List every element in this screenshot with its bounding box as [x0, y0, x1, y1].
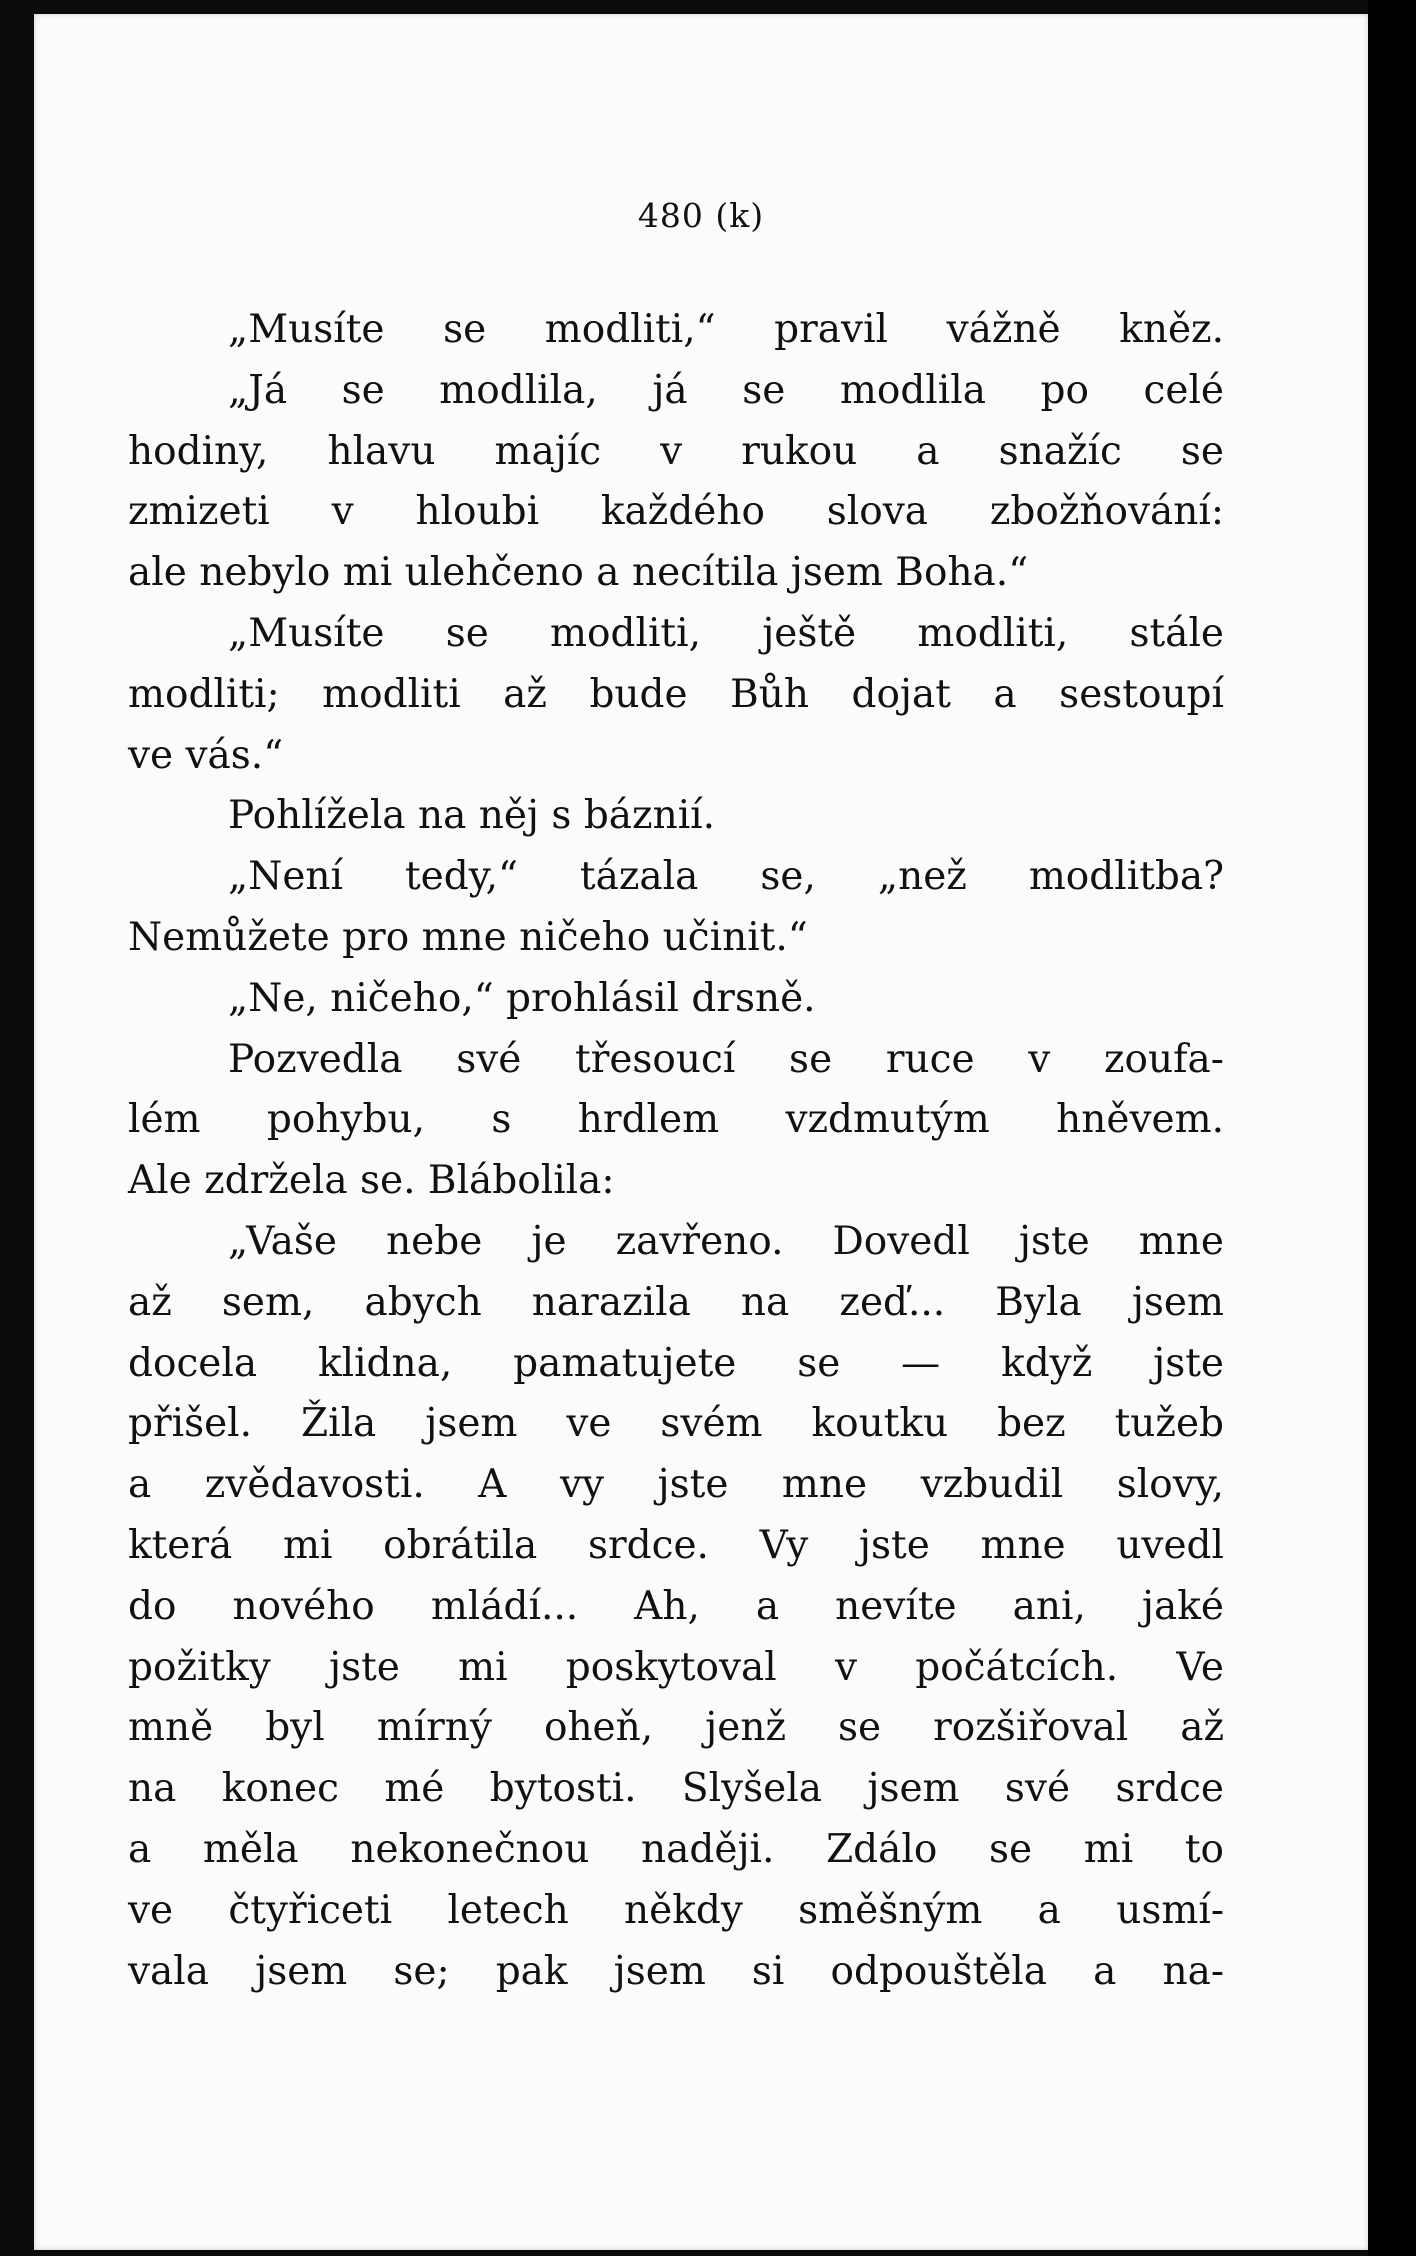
book-page: [34, 14, 1368, 2250]
text-line: docela klidna, pamatujete se — když jste: [128, 1340, 1224, 1386]
text-line: vala jsem se; pak jsem si odpouštěla a na-: [128, 1948, 1224, 1994]
text-line: Nemůžete pro mne ničeho učinit.“: [128, 914, 808, 960]
text-line: ve čtyřiceti letech někdy směšným a usmí-: [128, 1887, 1224, 1933]
text-line: „Musíte se modliti,“ pravil vážně kněz.: [228, 307, 1224, 352]
text-line: požitky jste mi poskytoval v počátcích. Ve: [128, 1644, 1224, 1690]
text-line: až sem, abych narazila na zeď... Byla jsem: [128, 1279, 1224, 1325]
text-line: Ale zdržela se. Blábolila:: [128, 1158, 615, 1204]
text-line: a měla nekonečnou naději. Zdálo se mi to: [128, 1826, 1224, 1872]
text-line: mně byl mírný oheň, jenž se rozšiřoval až: [128, 1705, 1224, 1751]
text-line: „Není tedy,“ tázala se, „než modlitba?: [228, 854, 1224, 900]
text-line: ve vás.“: [128, 732, 284, 778]
text-line: přišel. Žila jsem ve svém koutku bez tužeb: [128, 1401, 1224, 1447]
page-header: [34, 196, 1368, 235]
text-line: „Musíte se modliti, ještě modliti, stále: [228, 610, 1224, 656]
page-body: [128, 300, 1224, 2002]
text-line: a zvědavosti. A vy jste mne vzbudil slovy,: [128, 1462, 1224, 1508]
page-number: 480 (k): [637, 196, 765, 235]
text-line: modliti; modliti až bude Bůh dojat a sestoupí: [128, 671, 1224, 717]
text-line: Pozvedla své třesoucí se ruce v zoufa-: [228, 1036, 1224, 1082]
text-line: hodiny, hlavu majíc v rukou a snažíc se: [128, 428, 1224, 474]
text-line: „Já se modlila, já se modlila po celé: [228, 367, 1224, 413]
text-line: lém pohybu, s hrdlem vzdmutým hněvem.: [128, 1097, 1224, 1143]
scan-edge: [1368, 0, 1416, 2256]
text-line: „Vaše nebe je zavřeno. Dovedl jste mne: [228, 1218, 1224, 1264]
text-line: ale nebylo mi ulehčeno a necítila jsem Boha.“: [128, 550, 1029, 596]
text-line: do nového mládí... Ah, a nevíte ani, jaké: [128, 1583, 1224, 1629]
text-line: na konec mé bytosti. Slyšela jsem své srdce: [128, 1766, 1224, 1812]
text-line: Pohlížela na něj s báznií.: [228, 793, 716, 839]
text-line: která mi obrátila srdce. Vy jste mne uvedl: [128, 1522, 1224, 1568]
text-line: zmizeti v hloubi každého slova zbožňování:: [128, 489, 1224, 535]
text-line: „Ne, ničeho,“ prohlásil drsně.: [228, 975, 816, 1021]
